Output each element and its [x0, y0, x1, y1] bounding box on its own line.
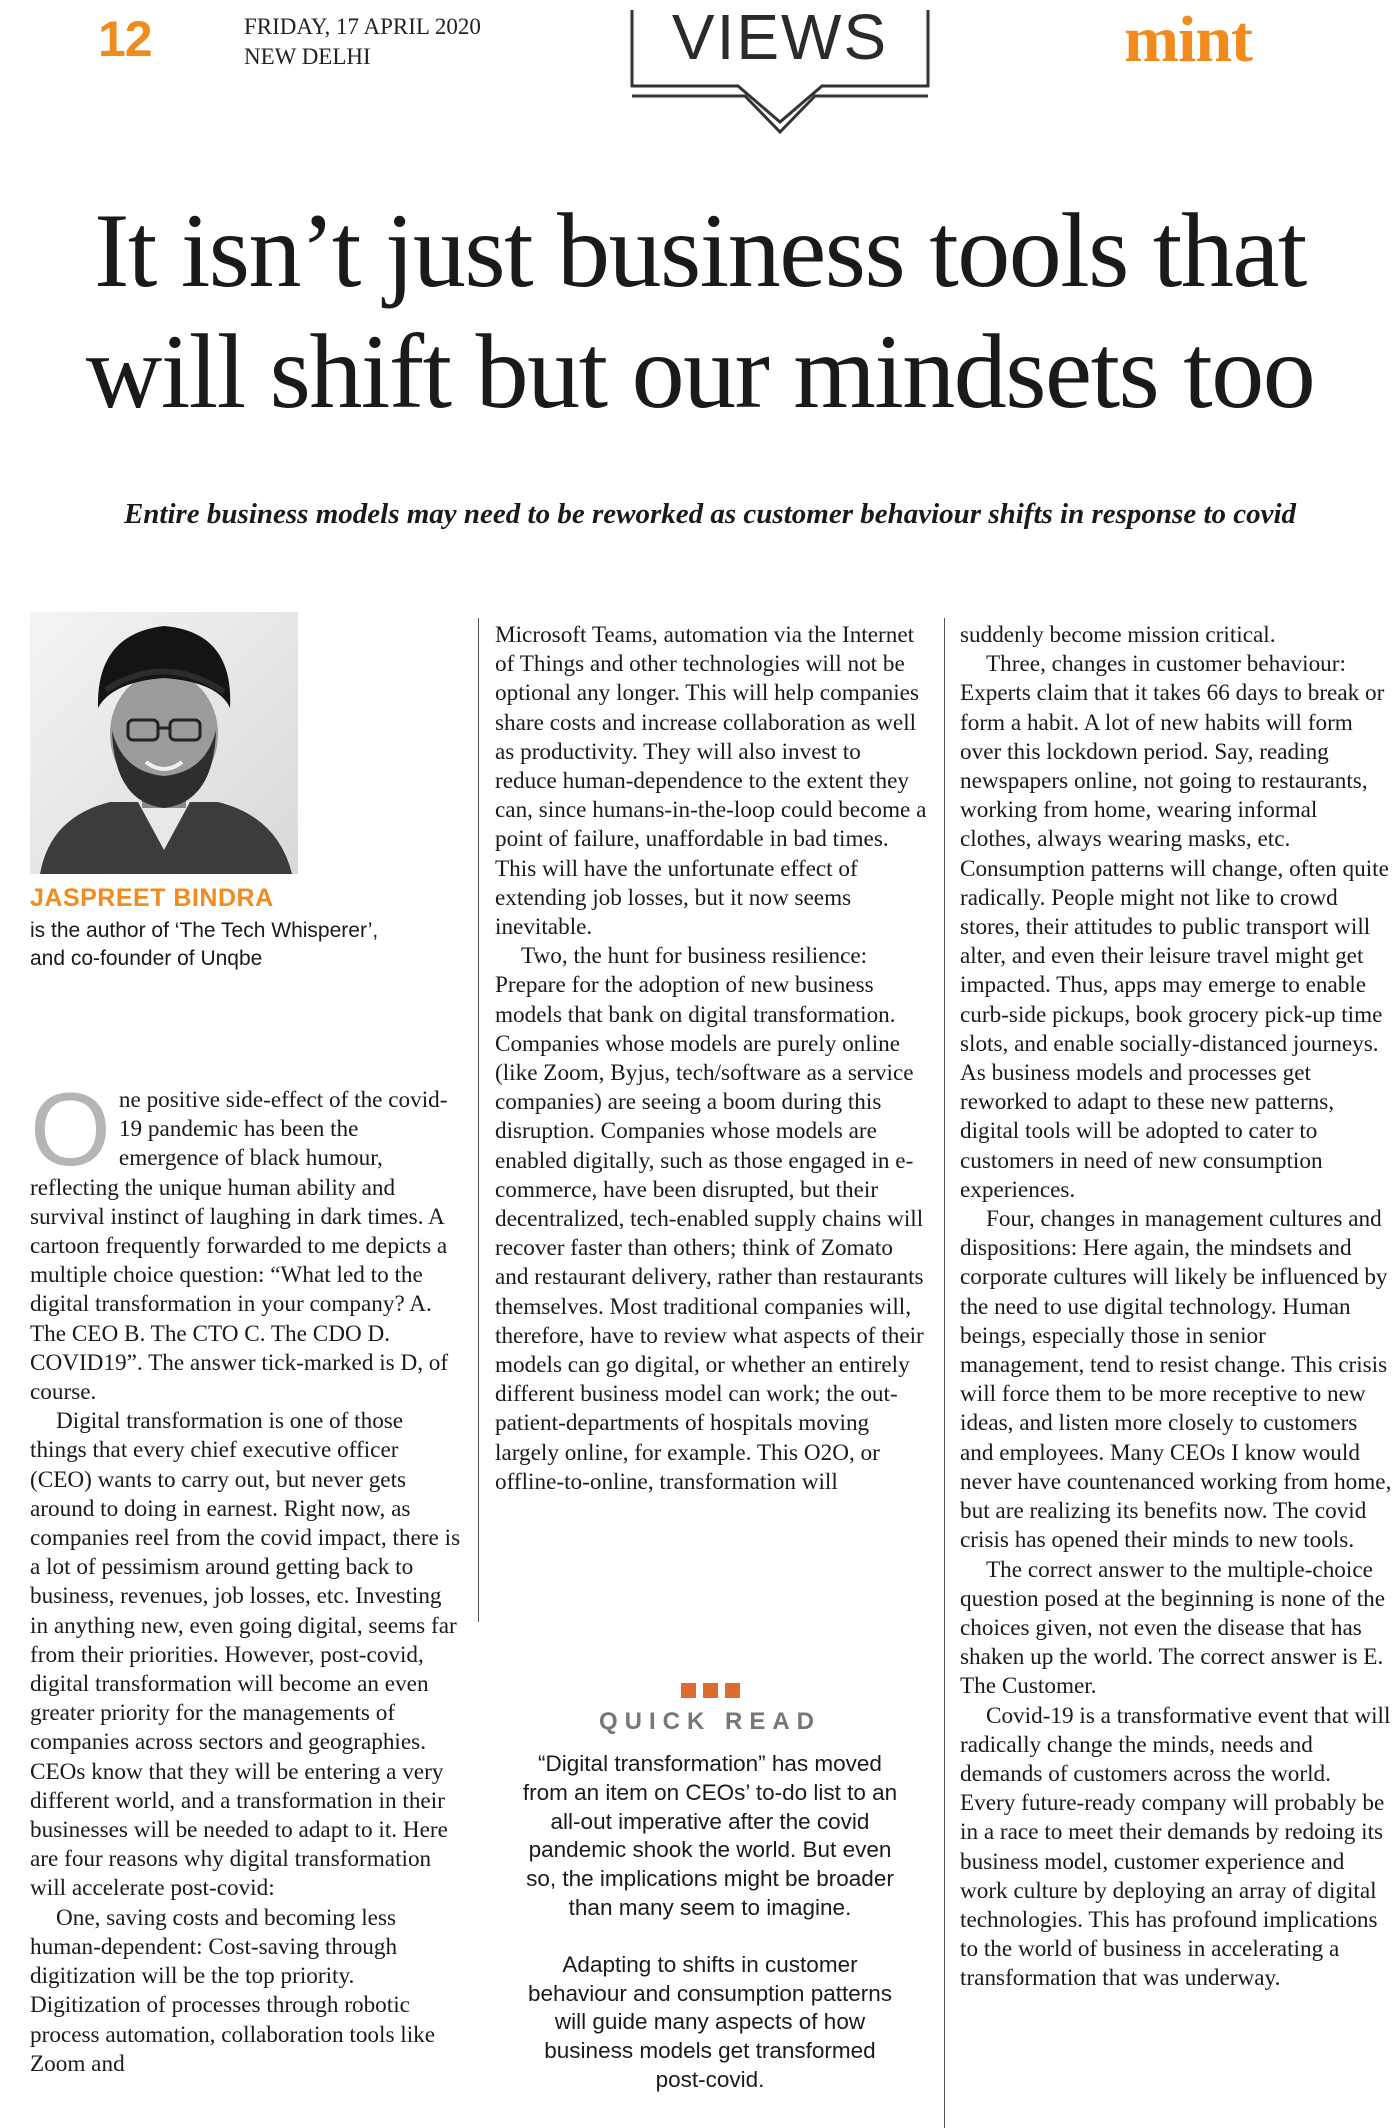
column-rule	[944, 618, 945, 2128]
issue-date: FRIDAY, 17 APRIL 2020	[244, 14, 481, 39]
paragraph: suddenly become mission critical.	[960, 622, 1276, 648]
headline	[40, 190, 1360, 432]
issue-city: NEW DELHI	[244, 44, 371, 69]
article-column-1	[30, 1072, 462, 2079]
standfirst: Entire business models may need to be reworked as customer behaviour shifts in response to covid	[123, 498, 1297, 530]
paragraph: Digital transformation is one of those things that every chief executive officer (CEO) wants to carry out, but never gets around to doing in earnest. Right now, as companies reel from the covid impact, there is a lot of pessimism around getting back to business, revenues, job losses, etc. Investing in anything new, even going digital, seems far from their priorities. However, post-covid, digital transformation will become an even greater priority for the managements of companies across sectors and geographies. CEOs know that they will be entering a very different world, and a transformation in their businesses will be needed to adapt to it. Here are four reasons why digital transformation will accelerate post-covid:	[30, 1408, 461, 1902]
brand-logo[interactable]: mint	[1124, 3, 1252, 76]
drop-cap: O	[30, 1072, 111, 1188]
author-portrait-icon	[30, 612, 298, 874]
author-name: JASPREET BINDRA	[30, 884, 274, 912]
paragraph: One, saving costs and becoming less human-dependent: Cost-saving through digitization will be the top priority. Digitization of processes through robotic process automation, collaboration tools like Zoom and	[30, 1904, 436, 2077]
author-bio-line-2: and co-founder of Unqbe	[30, 947, 263, 970]
author-bio-line-1: is the author of ‘The Tech Whisperer’,	[30, 919, 379, 942]
quick-read-title: QUICK READ	[598, 1708, 821, 1735]
quick-read-body	[520, 1750, 900, 2123]
paragraph: Four, changes in management cultures and dispositions: Here again, the mindsets and corporate cultures will likely be influenced by the need to use digital technology. Human beings, especially those in senior management, tend to resist change. This crisis will force them to be more receptive to new ideas, and listen more closely to customers and employees. Many CEOs I know would never have countenanced working from home, but are realizing its benefits now. The covid crisis has opened their minds to new tools.	[960, 1206, 1392, 1554]
quick-read-paragraph: “Digital transformation” has moved from an item on CEOs’ to-do list to an all-out imperative after the covid pandemic shook the world. But even so, the implications might be broader than many seem to imagine.	[522, 1751, 898, 1920]
article-column-3	[960, 621, 1392, 1994]
author-photo	[30, 612, 298, 874]
column-rule	[478, 618, 479, 1622]
headline-line-1: It isn’t just business tools that	[94, 192, 1306, 309]
paragraph: One positive side-effect of the covid-19 pandemic has been the emergence of black humour, reflecting the unique human ability and survival instinct of laughing in dark times. A cartoon frequently forwarded to me depicts a multiple choice question: “What led to the digital transformation in your company? A. The CEO B. The CTO C. The CDO D. COVID19”. The answer tick-marked is D, of course.	[30, 1072, 449, 1406]
paragraph: Covid-19 is a transformative event that will radically change the minds, needs and demands of customers across the world. Every future-ready company will probably be in a race to meet their demands by redoing its business model, customer experience and work culture by deploying an array of digital technologies. This has profound implications to the world of business in accelerating a transformation that was underway.	[960, 1702, 1391, 1992]
paragraph: The correct answer to the multiple-choice question posed at the beginning is none of the choices given, not even the disease that has shaken up the world. The correct answer is E. The Customer.	[960, 1556, 1386, 1700]
paragraph: Two, the hunt for business resilience: Prepare for the adoption of new business models that bank on digital transformation. Companies whose models are purely online (like Zoom, Byjus, tech/software as a service companies) are seeing a boom during this disruption. Companies whose models are enabled digitally, such as those engaged in e-commerce, have been disrupted, but their decentralized, tech-enabled supply chains will recover faster than others; think of Zomato and restaurant delivery, rather than restaurants themselves. Most traditional companies will, therefore, have to review what aspects of their models can go digital, or whether an entirely different business model can work; the out-patient-departments of hospitals moving largely online, for example. This O2O, or offline-to-online, transformation will	[495, 943, 924, 1495]
page-number: 12	[98, 11, 152, 67]
paragraph: Microsoft Teams, automation via the Internet of Things and other technologies will not be optional any longer. This will help companies share costs and increase collaboration as well as productivity. They will also invest to reduce human-dependence to the extent they can, since humans-in-the-loop could become a point of failure, unaffordable in bad times. This will have the unfortunate effect of extending job losses, but it now seems inevitable.	[495, 622, 927, 941]
quick-read-squares-icon	[681, 1683, 747, 1703]
headline-line-2: will shift but our mindsets too	[85, 313, 1315, 430]
section-title: VIEWS	[671, 1, 889, 73]
quick-read-paragraph: Adapting to shifts in customer behaviour and consumption patterns will guide many aspects of how business models get transformed post-covid.	[528, 1951, 892, 2092]
paragraph: Three, changes in customer behaviour: Experts claim that it takes 66 days to break or form a habit. A lot of new habits will form over this lockdown period. Say, reading newspapers online, not going to restaurants, working from home, wearing informal clothes, always wearing masks, etc. Consumption patterns will change, often quite radically. People might not like to crowd stores, their attitudes to public transport will alter, and even their leisure travel might get impacted. Thus, apps may emerge to enable curb-side pickups, book grocery pick-up time slots, and enable socially-distanced journeys. As business models and processes get reworked to adapt to these new patterns, digital tools will be adopted to cater to customers in need of new consumption experiences.	[960, 651, 1389, 1203]
author-bio	[30, 917, 450, 973]
article-column-2	[495, 621, 927, 1497]
